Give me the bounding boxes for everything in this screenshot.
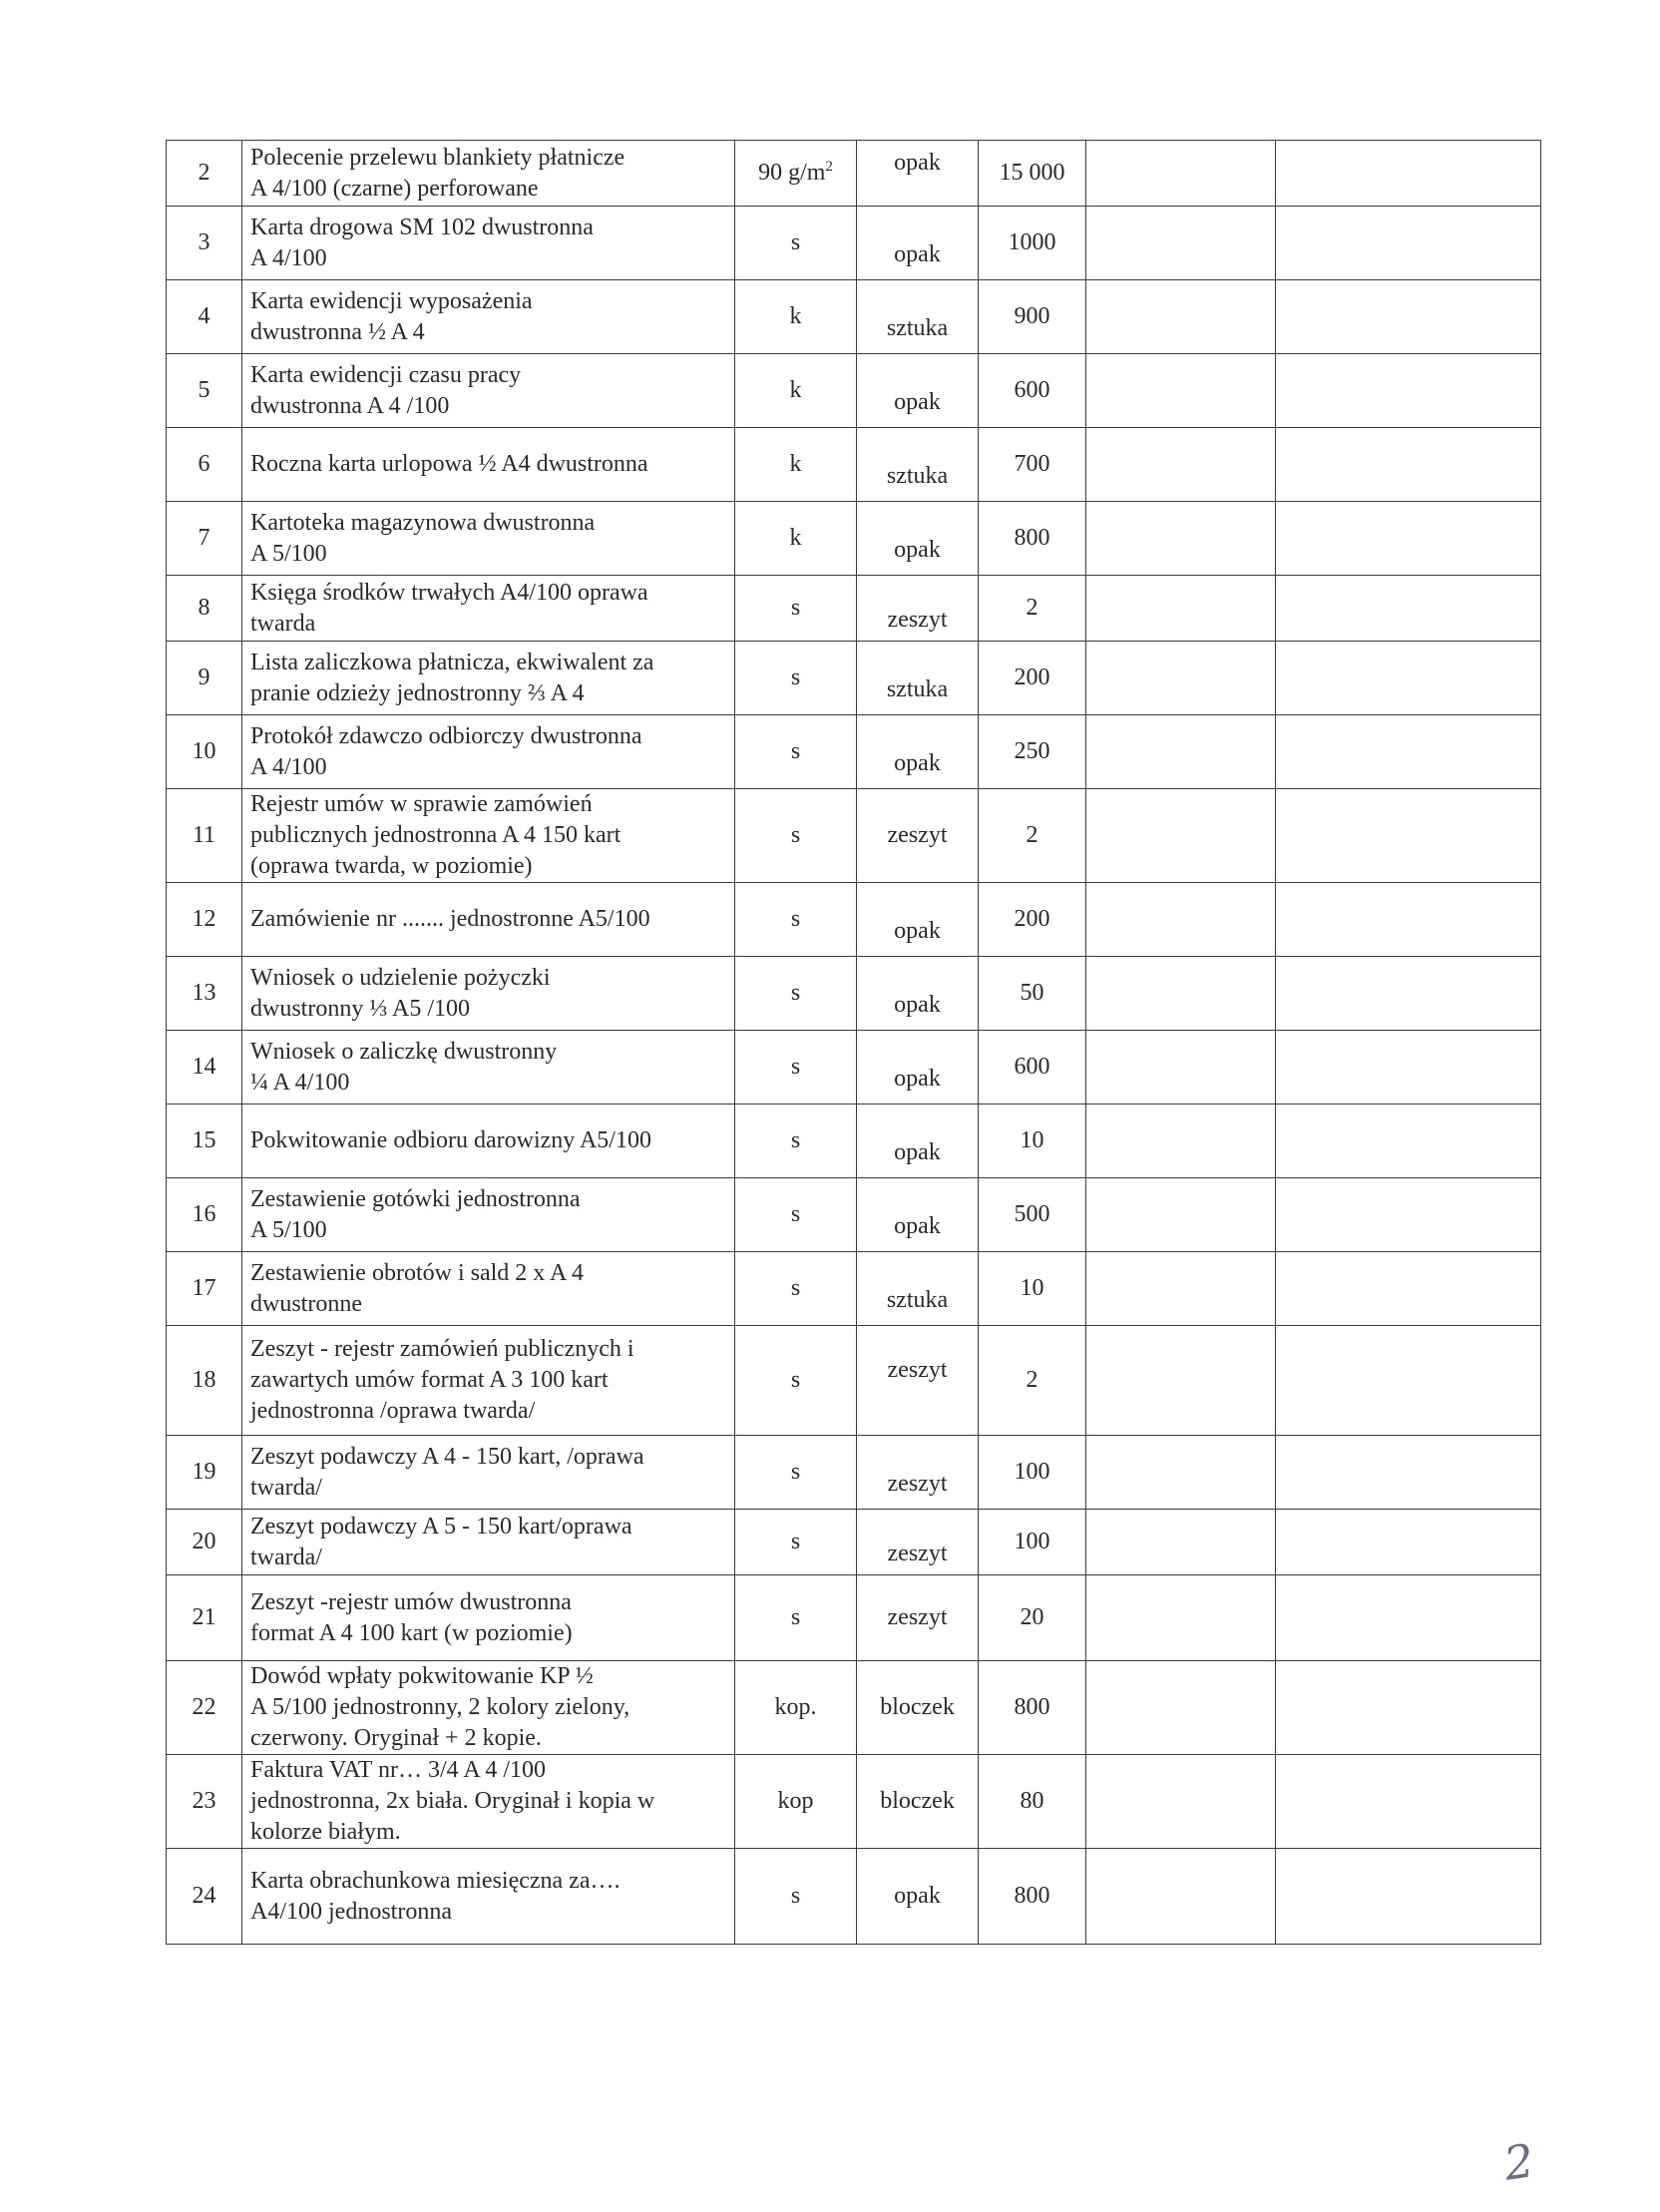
empty-price-cell (1086, 789, 1276, 883)
empty-price-cell (1086, 280, 1276, 354)
table-row (167, 1436, 1541, 1510)
item-description-cell (242, 280, 735, 354)
item-description-cell (242, 576, 735, 642)
unit-text: opak (894, 1066, 941, 1092)
item-spec-cell (735, 715, 857, 789)
item-number-cell: 18 (167, 1326, 242, 1436)
table-row (167, 1105, 1541, 1178)
empty-value-cell (1276, 1436, 1541, 1510)
spec-text: s (790, 229, 801, 255)
table-row (167, 1661, 1541, 1755)
item-number-cell: 14 (167, 1031, 242, 1105)
empty-price-cell (1086, 502, 1276, 576)
spec-text: k (789, 377, 802, 403)
item-description-cell (242, 1031, 735, 1105)
table-row (167, 141, 1541, 207)
item-quantity-cell: 100 (979, 1436, 1086, 1510)
unit-text: opak (894, 150, 941, 176)
table-row (167, 1252, 1541, 1326)
spec-text: k (789, 303, 802, 329)
item-description-cell (242, 207, 735, 280)
item-quantity-cell: 500 (979, 1178, 1086, 1252)
empty-price-cell (1086, 1575, 1276, 1661)
description-line: A 5/100 (250, 1216, 327, 1243)
spec-text: k (789, 525, 802, 551)
empty-price-cell (1086, 1252, 1276, 1326)
description-line: Faktura VAT nr… 3/4 A 4 /100 (250, 1757, 547, 1783)
description-line: Dowód wpłaty pokwitowanie KP ½ (250, 1663, 594, 1689)
table-row (167, 789, 1541, 883)
empty-price-cell (1086, 715, 1276, 789)
description-line: dwustronne (250, 1290, 362, 1317)
unit-text: opak (894, 389, 941, 415)
empty-value-cell (1276, 141, 1541, 207)
item-description-cell (242, 1575, 735, 1661)
unit-text: zeszyt (887, 1541, 948, 1566)
description-line: Zestawienie obrotów i sald 2 x A 4 (250, 1259, 584, 1286)
table-row (167, 1849, 1541, 1945)
description-line: Roczna karta urlopowa ½ A4 dwustronna (250, 451, 648, 477)
description-line: A 4/100 (czarne) perforowane (250, 175, 539, 202)
item-number-cell: 3 (167, 207, 242, 280)
description-line: Karta obrachunkowa miesięczna za…. (250, 1867, 621, 1894)
item-number-cell: 21 (167, 1575, 242, 1661)
item-number-cell: 20 (167, 1510, 242, 1575)
spec-text: s (790, 980, 801, 1006)
unit-text: bloczek (880, 1694, 955, 1720)
empty-price-cell (1086, 1661, 1276, 1755)
item-description-cell (242, 502, 735, 576)
spec-text: s (790, 1459, 801, 1485)
item-spec-cell (735, 1178, 857, 1252)
description-line: dwustronna A 4 /100 (250, 392, 450, 419)
item-number-cell: 17 (167, 1252, 242, 1326)
empty-value-cell (1276, 1031, 1541, 1105)
item-description-cell (242, 957, 735, 1031)
item-unit-cell (857, 207, 979, 280)
item-description-cell (242, 715, 735, 789)
spec-text: s (790, 906, 801, 932)
item-quantity-cell: 20 (979, 1575, 1086, 1661)
table-row (167, 883, 1541, 957)
empty-price-cell (1086, 642, 1276, 715)
unit-text: zeszyt (887, 607, 948, 633)
item-quantity-cell: 600 (979, 1031, 1086, 1105)
empty-price-cell (1086, 1105, 1276, 1178)
handwritten-page-number: 2 (1500, 2133, 1537, 2191)
item-spec-cell (735, 280, 857, 354)
order-items-table (166, 140, 1541, 1945)
item-unit-cell (857, 1755, 979, 1849)
item-unit-cell (857, 576, 979, 642)
unit-text: opak (894, 1213, 941, 1239)
item-unit-cell (857, 280, 979, 354)
item-description-cell (242, 1755, 735, 1849)
empty-value-cell (1276, 428, 1541, 502)
empty-value-cell (1276, 642, 1541, 715)
unit-text: opak (894, 918, 941, 944)
item-number-cell: 11 (167, 789, 242, 883)
item-quantity-cell: 800 (979, 1661, 1086, 1755)
item-spec-cell (735, 642, 857, 715)
spec-text: s (790, 1604, 801, 1630)
description-line: Zeszyt -rejestr umów dwustronna (250, 1588, 572, 1615)
item-description-cell (242, 1510, 735, 1575)
description-line: Zamówienie nr ....... jednostronne A5/100 (250, 906, 650, 932)
empty-value-cell (1276, 883, 1541, 957)
item-quantity-cell: 200 (979, 883, 1086, 957)
description-line: twarda (250, 610, 316, 637)
empty-value-cell (1276, 502, 1541, 576)
item-quantity-cell: 50 (979, 957, 1086, 1031)
item-description-cell (242, 354, 735, 428)
description-line: A 4/100 (250, 753, 327, 780)
item-quantity-cell: 15 000 (979, 141, 1086, 207)
item-spec-cell (735, 1031, 857, 1105)
item-description-cell (242, 642, 735, 715)
item-number-cell: 15 (167, 1105, 242, 1178)
description-line: format A 4 100 kart (w poziomie) (250, 1619, 573, 1646)
item-spec-cell (735, 1252, 857, 1326)
description-line: dwustronna ½ A 4 (250, 318, 425, 345)
spec-text: kop. (774, 1694, 817, 1720)
description-line: Zeszyt - rejestr zamówień publicznych i (250, 1336, 634, 1362)
unit-text: opak (894, 992, 941, 1018)
description-line: kolorze białym. (250, 1819, 401, 1845)
item-number-cell: 13 (167, 957, 242, 1031)
item-description-cell (242, 789, 735, 883)
spec-exponent: 2 (825, 159, 833, 175)
unit-text: opak (894, 1139, 941, 1165)
item-unit-cell (857, 1252, 979, 1326)
empty-price-cell (1086, 1326, 1276, 1436)
empty-price-cell (1086, 141, 1276, 207)
item-spec-cell (735, 354, 857, 428)
item-quantity-cell: 2 (979, 576, 1086, 642)
empty-value-cell (1276, 1510, 1541, 1575)
unit-text: opak (894, 241, 941, 267)
empty-value-cell (1276, 1575, 1541, 1661)
unit-text: zeszyt (887, 1604, 948, 1630)
item-description-cell (242, 428, 735, 502)
item-quantity-cell: 100 (979, 1510, 1086, 1575)
item-unit-cell (857, 1575, 979, 1661)
item-number-cell: 19 (167, 1436, 242, 1510)
item-unit-cell (857, 789, 979, 883)
item-spec-cell (735, 1326, 857, 1436)
description-line: twarda/ (250, 1474, 322, 1501)
empty-price-cell (1086, 883, 1276, 957)
spec-text: s (790, 664, 801, 690)
spec-text: s (790, 1275, 801, 1301)
item-quantity-cell: 900 (979, 280, 1086, 354)
table-row (167, 502, 1541, 576)
item-spec-cell (735, 1105, 857, 1178)
unit-text: opak (894, 537, 941, 563)
item-number-cell: 22 (167, 1661, 242, 1755)
empty-price-cell (1086, 428, 1276, 502)
item-spec-cell (735, 141, 857, 207)
empty-value-cell (1276, 1755, 1541, 1849)
empty-price-cell (1086, 1755, 1276, 1849)
item-description-cell (242, 1661, 735, 1755)
item-quantity-cell: 2 (979, 1326, 1086, 1436)
item-description-cell (242, 1436, 735, 1510)
description-line: Księga środków trwałych A4/100 oprawa (250, 579, 648, 606)
table-row (167, 957, 1541, 1031)
description-line: Karta drogowa SM 102 dwustronna (250, 214, 594, 240)
description-line: A 4/100 (250, 244, 327, 271)
item-description-cell (242, 883, 735, 957)
item-unit-cell (857, 1510, 979, 1575)
spec-text: s (790, 1201, 801, 1227)
item-description-cell (242, 1105, 735, 1178)
unit-text: bloczek (880, 1788, 955, 1814)
item-number-cell: 7 (167, 502, 242, 576)
description-line: Rejestr umów w sprawie zamówień (250, 791, 593, 817)
empty-price-cell (1086, 576, 1276, 642)
item-spec-cell (735, 502, 857, 576)
empty-value-cell (1276, 207, 1541, 280)
description-line: Zestawienie gotówki jednostronna (250, 1185, 581, 1212)
item-unit-cell (857, 1436, 979, 1510)
item-unit-cell (857, 642, 979, 715)
description-line: Karta ewidencji wyposażenia (250, 287, 533, 314)
table-row (167, 428, 1541, 502)
description-line: pranie odzieży jednostronny ⅔ A 4 (250, 679, 585, 706)
item-number-cell: 12 (167, 883, 242, 957)
empty-value-cell (1276, 1178, 1541, 1252)
item-quantity-cell: 700 (979, 428, 1086, 502)
description-line: publicznych jednostronna A 4 150 kart (250, 822, 622, 848)
empty-value-cell (1276, 789, 1541, 883)
item-number-cell: 6 (167, 428, 242, 502)
spec-text: s (790, 1367, 801, 1393)
description-line: Wniosek o udzielenie pożyczki (250, 964, 551, 991)
empty-value-cell (1276, 1849, 1541, 1945)
item-quantity-cell: 80 (979, 1755, 1086, 1849)
item-number-cell: 8 (167, 576, 242, 642)
empty-price-cell (1086, 957, 1276, 1031)
item-unit-cell (857, 502, 979, 576)
item-spec-cell (735, 1436, 857, 1510)
item-spec-cell (735, 1755, 857, 1849)
table-row (167, 576, 1541, 642)
item-number-cell: 9 (167, 642, 242, 715)
item-spec-cell (735, 576, 857, 642)
empty-value-cell (1276, 1326, 1541, 1436)
spec-text: s (790, 1127, 801, 1153)
item-unit-cell (857, 715, 979, 789)
item-number-cell: 4 (167, 280, 242, 354)
spec-text: 90 g/m (758, 160, 826, 186)
description-line: twarda/ (250, 1544, 322, 1570)
unit-text: sztuka (886, 676, 949, 702)
item-quantity-cell: 800 (979, 1849, 1086, 1945)
table-row (167, 1510, 1541, 1575)
description-line: (oprawa twarda, w poziomie) (250, 853, 533, 879)
description-line: Zeszyt podawczy A 4 - 150 kart, /oprawa (250, 1443, 644, 1470)
item-spec-cell (735, 1661, 857, 1755)
item-spec-cell (735, 428, 857, 502)
table-row (167, 715, 1541, 789)
item-unit-cell (857, 1661, 979, 1755)
description-line: Karta ewidencji czasu pracy (250, 361, 522, 388)
table-row (167, 1755, 1541, 1849)
table-row (167, 1031, 1541, 1105)
unit-text: sztuka (886, 463, 949, 489)
description-line: dwustronny ⅓ A5 /100 (250, 995, 471, 1022)
item-number-cell: 2 (167, 141, 242, 207)
empty-value-cell (1276, 576, 1541, 642)
item-unit-cell (857, 428, 979, 502)
empty-value-cell (1276, 1252, 1541, 1326)
item-spec-cell (735, 1849, 857, 1945)
item-description-cell (242, 1849, 735, 1945)
spec-text: s (790, 1529, 801, 1554)
empty-price-cell (1086, 1031, 1276, 1105)
item-number-cell: 24 (167, 1849, 242, 1945)
item-number-cell: 10 (167, 715, 242, 789)
description-line: Kartoteka magazynowa dwustronna (250, 509, 596, 536)
description-line: czerwony. Oryginał + 2 kopie. (250, 1725, 542, 1751)
table-row (167, 1178, 1541, 1252)
item-spec-cell (735, 1510, 857, 1575)
spec-text: s (790, 738, 801, 764)
spec-text: s (790, 822, 801, 848)
item-unit-cell (857, 883, 979, 957)
item-number-cell: 16 (167, 1178, 242, 1252)
item-unit-cell (857, 354, 979, 428)
empty-value-cell (1276, 280, 1541, 354)
empty-value-cell (1276, 715, 1541, 789)
item-unit-cell (857, 1105, 979, 1178)
item-description-cell (242, 141, 735, 207)
item-unit-cell (857, 1326, 979, 1436)
description-line: A 5/100 jednostronny, 2 kolory zielony, (250, 1694, 630, 1720)
spec-text: s (790, 1054, 801, 1080)
description-line: Pokwitowanie odbioru darowizny A5/100 (250, 1127, 651, 1153)
unit-text: opak (894, 1883, 941, 1909)
empty-price-cell (1086, 1436, 1276, 1510)
item-description-cell (242, 1178, 735, 1252)
item-unit-cell (857, 1178, 979, 1252)
unit-text: zeszyt (887, 822, 948, 848)
table-row (167, 1575, 1541, 1661)
empty-price-cell (1086, 1178, 1276, 1252)
empty-price-cell (1086, 354, 1276, 428)
unit-text: zeszyt (887, 1471, 948, 1497)
table-row (167, 280, 1541, 354)
item-spec-cell (735, 957, 857, 1031)
unit-text: opak (894, 750, 941, 776)
empty-value-cell (1276, 354, 1541, 428)
table-row (167, 642, 1541, 715)
spec-text: k (789, 451, 802, 477)
item-spec-cell (735, 883, 857, 957)
table-row (167, 1326, 1541, 1436)
item-quantity-cell: 2 (979, 789, 1086, 883)
item-number-cell: 23 (167, 1755, 242, 1849)
description-line: Zeszyt podawczy A 5 - 150 kart/oprawa (250, 1513, 632, 1540)
item-spec-cell (735, 1575, 857, 1661)
empty-price-cell (1086, 207, 1276, 280)
item-quantity-cell: 1000 (979, 207, 1086, 280)
empty-value-cell (1276, 1661, 1541, 1755)
item-quantity-cell: 250 (979, 715, 1086, 789)
item-quantity-cell: 600 (979, 354, 1086, 428)
item-spec-cell (735, 207, 857, 280)
description-line: A4/100 jednostronna (250, 1898, 452, 1925)
empty-price-cell (1086, 1849, 1276, 1945)
item-unit-cell (857, 1031, 979, 1105)
empty-value-cell (1276, 957, 1541, 1031)
item-spec-cell (735, 789, 857, 883)
table-row (167, 354, 1541, 428)
description-line: A 5/100 (250, 540, 327, 567)
item-description-cell (242, 1252, 735, 1326)
item-unit-cell (857, 141, 979, 207)
spec-text: kop (777, 1788, 814, 1814)
item-description-cell (242, 1326, 735, 1436)
description-line: jednostronna /oprawa twarda/ (250, 1398, 536, 1424)
description-line: Wniosek o zaliczkę dwustronny (250, 1038, 558, 1065)
description-line: Polecenie przelewu blankiety płatnicze (250, 144, 625, 171)
item-unit-cell (857, 957, 979, 1031)
table-row (167, 207, 1541, 280)
description-line: Protokół zdawczo odbiorczy dwustronna (250, 722, 642, 749)
description-line: ¼ A 4/100 (250, 1069, 350, 1096)
spec-text: s (790, 595, 801, 621)
spec-text: s (790, 1883, 801, 1909)
item-unit-cell (857, 1849, 979, 1945)
description-line: jednostronna, 2x biała. Oryginał i kopia w (250, 1788, 655, 1814)
table-body (167, 141, 1541, 1945)
unit-text: sztuka (886, 315, 949, 341)
unit-text: sztuka (886, 1287, 949, 1313)
empty-price-cell (1086, 1510, 1276, 1575)
item-quantity-cell: 10 (979, 1252, 1086, 1326)
item-quantity-cell: 800 (979, 502, 1086, 576)
item-number-cell: 5 (167, 354, 242, 428)
unit-text: zeszyt (887, 1357, 948, 1383)
item-quantity-cell: 10 (979, 1105, 1086, 1178)
description-line: zawartych umów format A 3 100 kart (250, 1367, 609, 1393)
item-quantity-cell: 200 (979, 642, 1086, 715)
description-line: Lista zaliczkowa płatnicza, ekwiwalent za (250, 649, 654, 675)
empty-value-cell (1276, 1105, 1541, 1178)
